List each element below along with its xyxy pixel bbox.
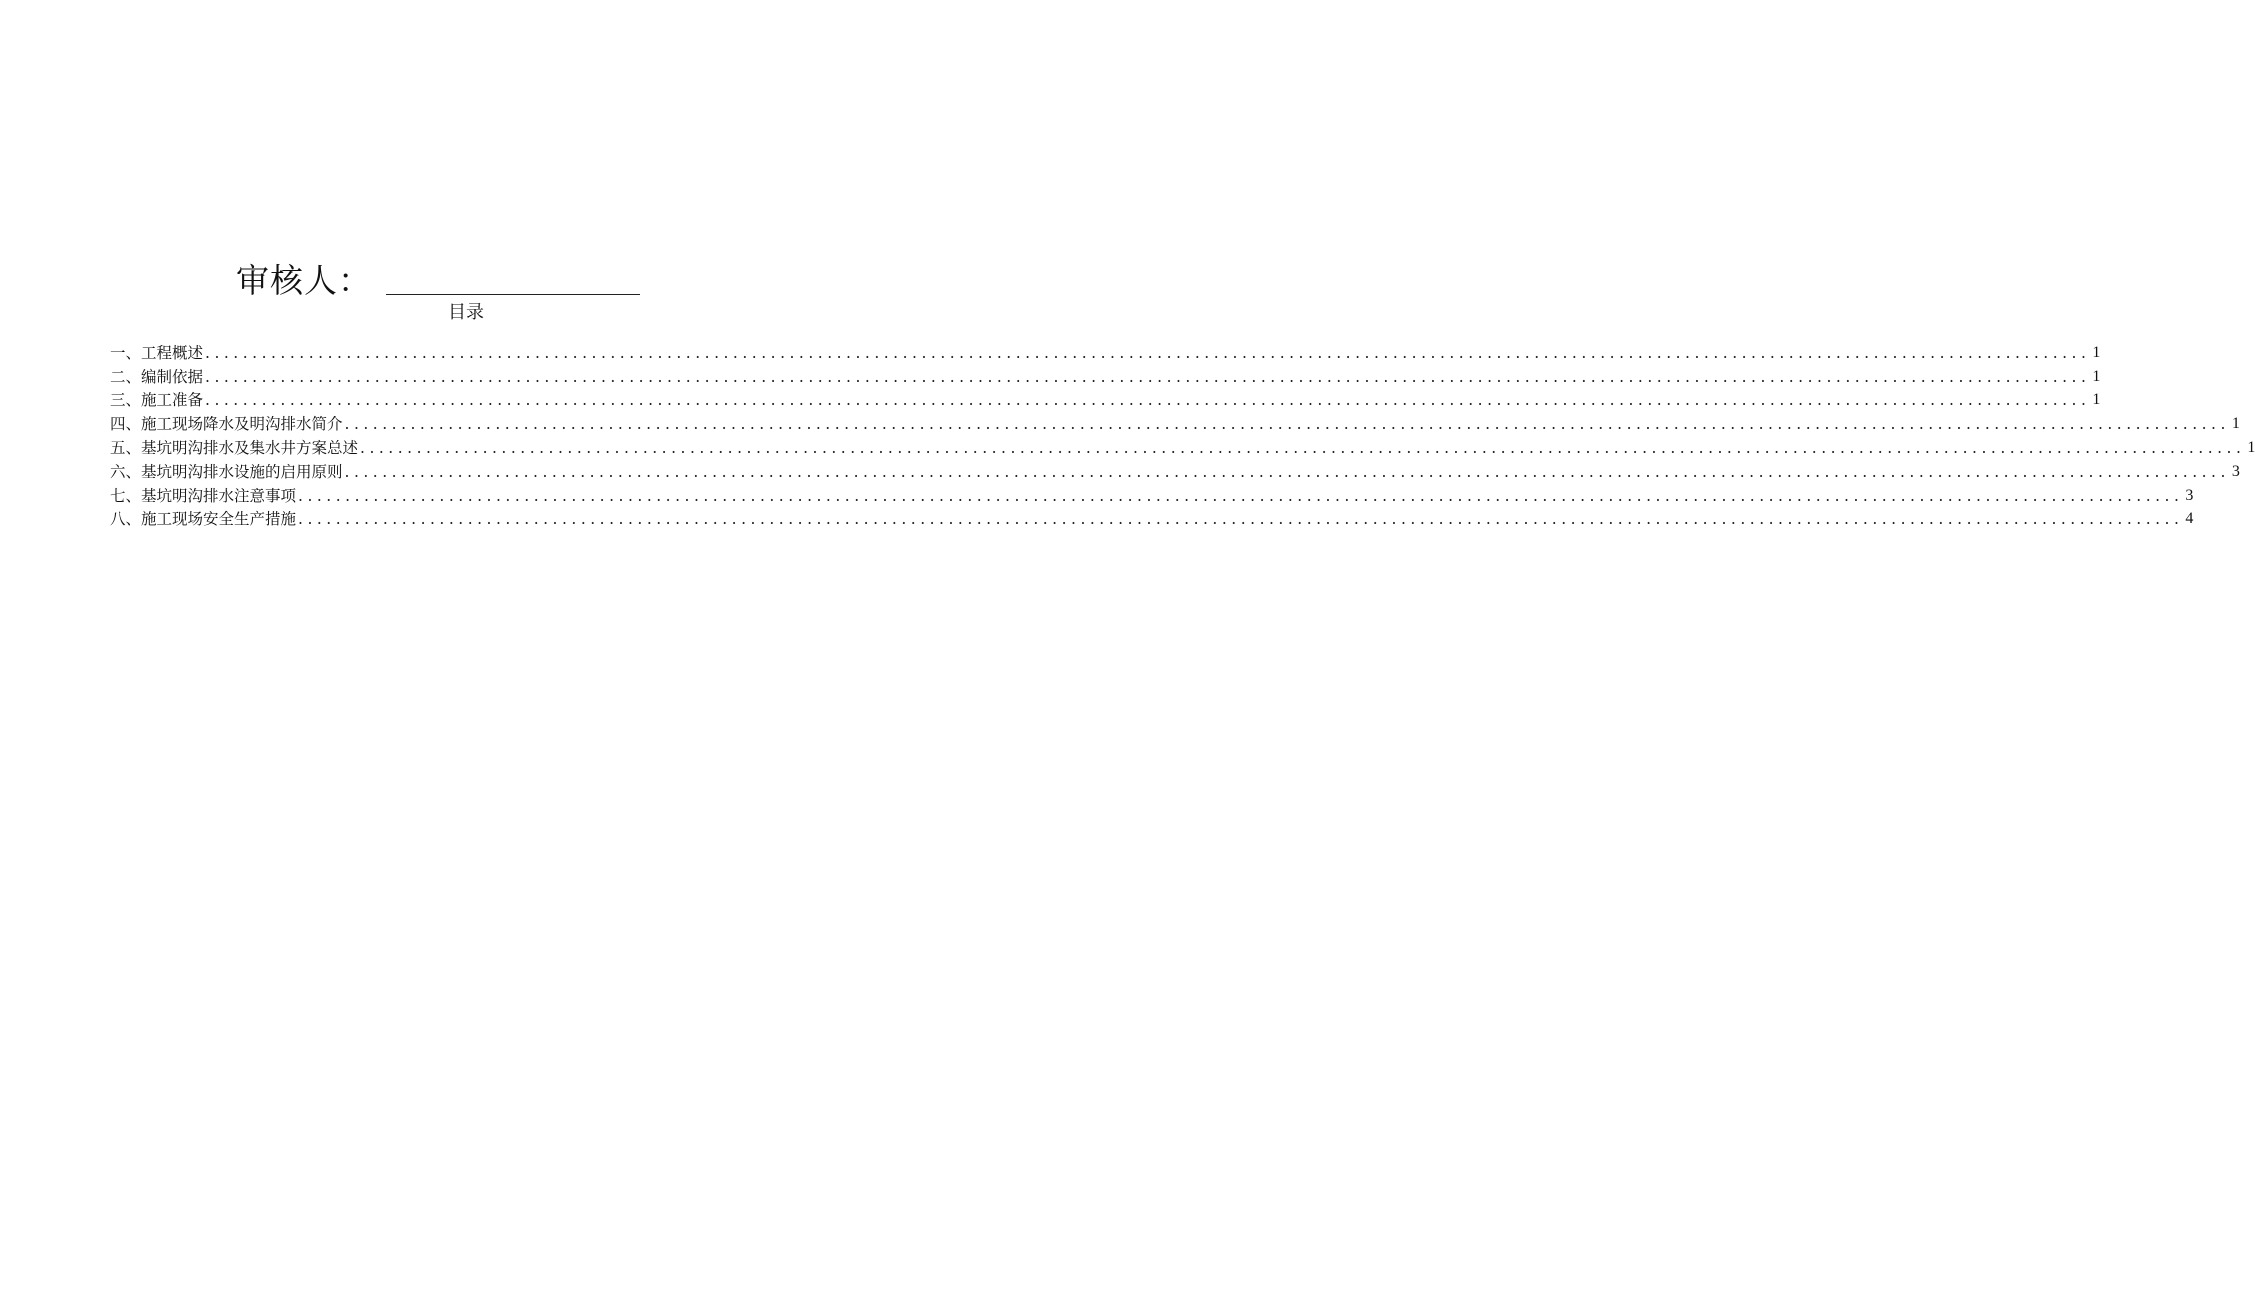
reviewer-signature-line	[386, 294, 640, 295]
table-of-contents	[110, 340, 2255, 530]
toc-dot-leader: ........................................................................................................................................................................................................	[205, 343, 2091, 362]
toc-entry-page: 3	[2185, 486, 2194, 504]
toc-entry-title: 七、基坑明沟排水注意事项	[110, 486, 297, 505]
toc-entry-title: 一、工程概述	[110, 343, 204, 362]
toc-entry[interactable]	[110, 411, 2240, 435]
toc-entry-page: 1	[2092, 343, 2101, 361]
toc-title: 目录	[448, 302, 484, 323]
reviewer-field	[236, 258, 372, 302]
toc-dot-leader: ........................................................................................................................................................................................................	[360, 438, 2246, 457]
toc-entry[interactable]	[110, 435, 2255, 459]
toc-entry[interactable]	[110, 364, 2101, 388]
toc-dot-leader: ........................................................................................................................................................................................................	[298, 510, 2184, 529]
toc-entry-title: 二、编制依据	[110, 367, 204, 386]
toc-entry-page: 1	[2231, 415, 2240, 433]
toc-entry[interactable]	[110, 388, 2101, 412]
toc-entry[interactable]	[110, 507, 2194, 531]
reviewer-label: 审核人：	[236, 261, 372, 300]
toc-entry-page: 1	[2092, 391, 2101, 409]
toc-entry[interactable]	[110, 459, 2240, 483]
toc-entry-title: 六、基坑明沟排水设施的启用原则	[110, 462, 343, 481]
toc-entry-page: 4	[2185, 510, 2194, 528]
toc-entry-title: 三、施工准备	[110, 391, 204, 410]
toc-dot-leader: ........................................................................................................................................................................................................	[205, 391, 2091, 410]
toc-entry-title: 四、施工现场降水及明沟排水简介	[110, 415, 343, 434]
toc-dot-leader: ........................................................................................................................................................................................................	[298, 486, 2184, 505]
toc-entry-title: 五、基坑明沟排水及集水井方案总述	[110, 438, 359, 457]
toc-dot-leader: ........................................................................................................................................................................................................	[344, 462, 2230, 481]
toc-entry-page: 1	[2092, 367, 2101, 385]
toc-entry[interactable]	[110, 483, 2194, 507]
toc-entry-page: 3	[2231, 462, 2240, 480]
toc-entry[interactable]	[110, 340, 2101, 364]
toc-dot-leader: ........................................................................................................................................................................................................	[344, 415, 2230, 434]
toc-entry-title: 八、施工现场安全生产措施	[110, 510, 297, 529]
toc-dot-leader: ........................................................................................................................................................................................................	[205, 367, 2091, 386]
toc-entry-page: 1	[2247, 438, 2255, 456]
